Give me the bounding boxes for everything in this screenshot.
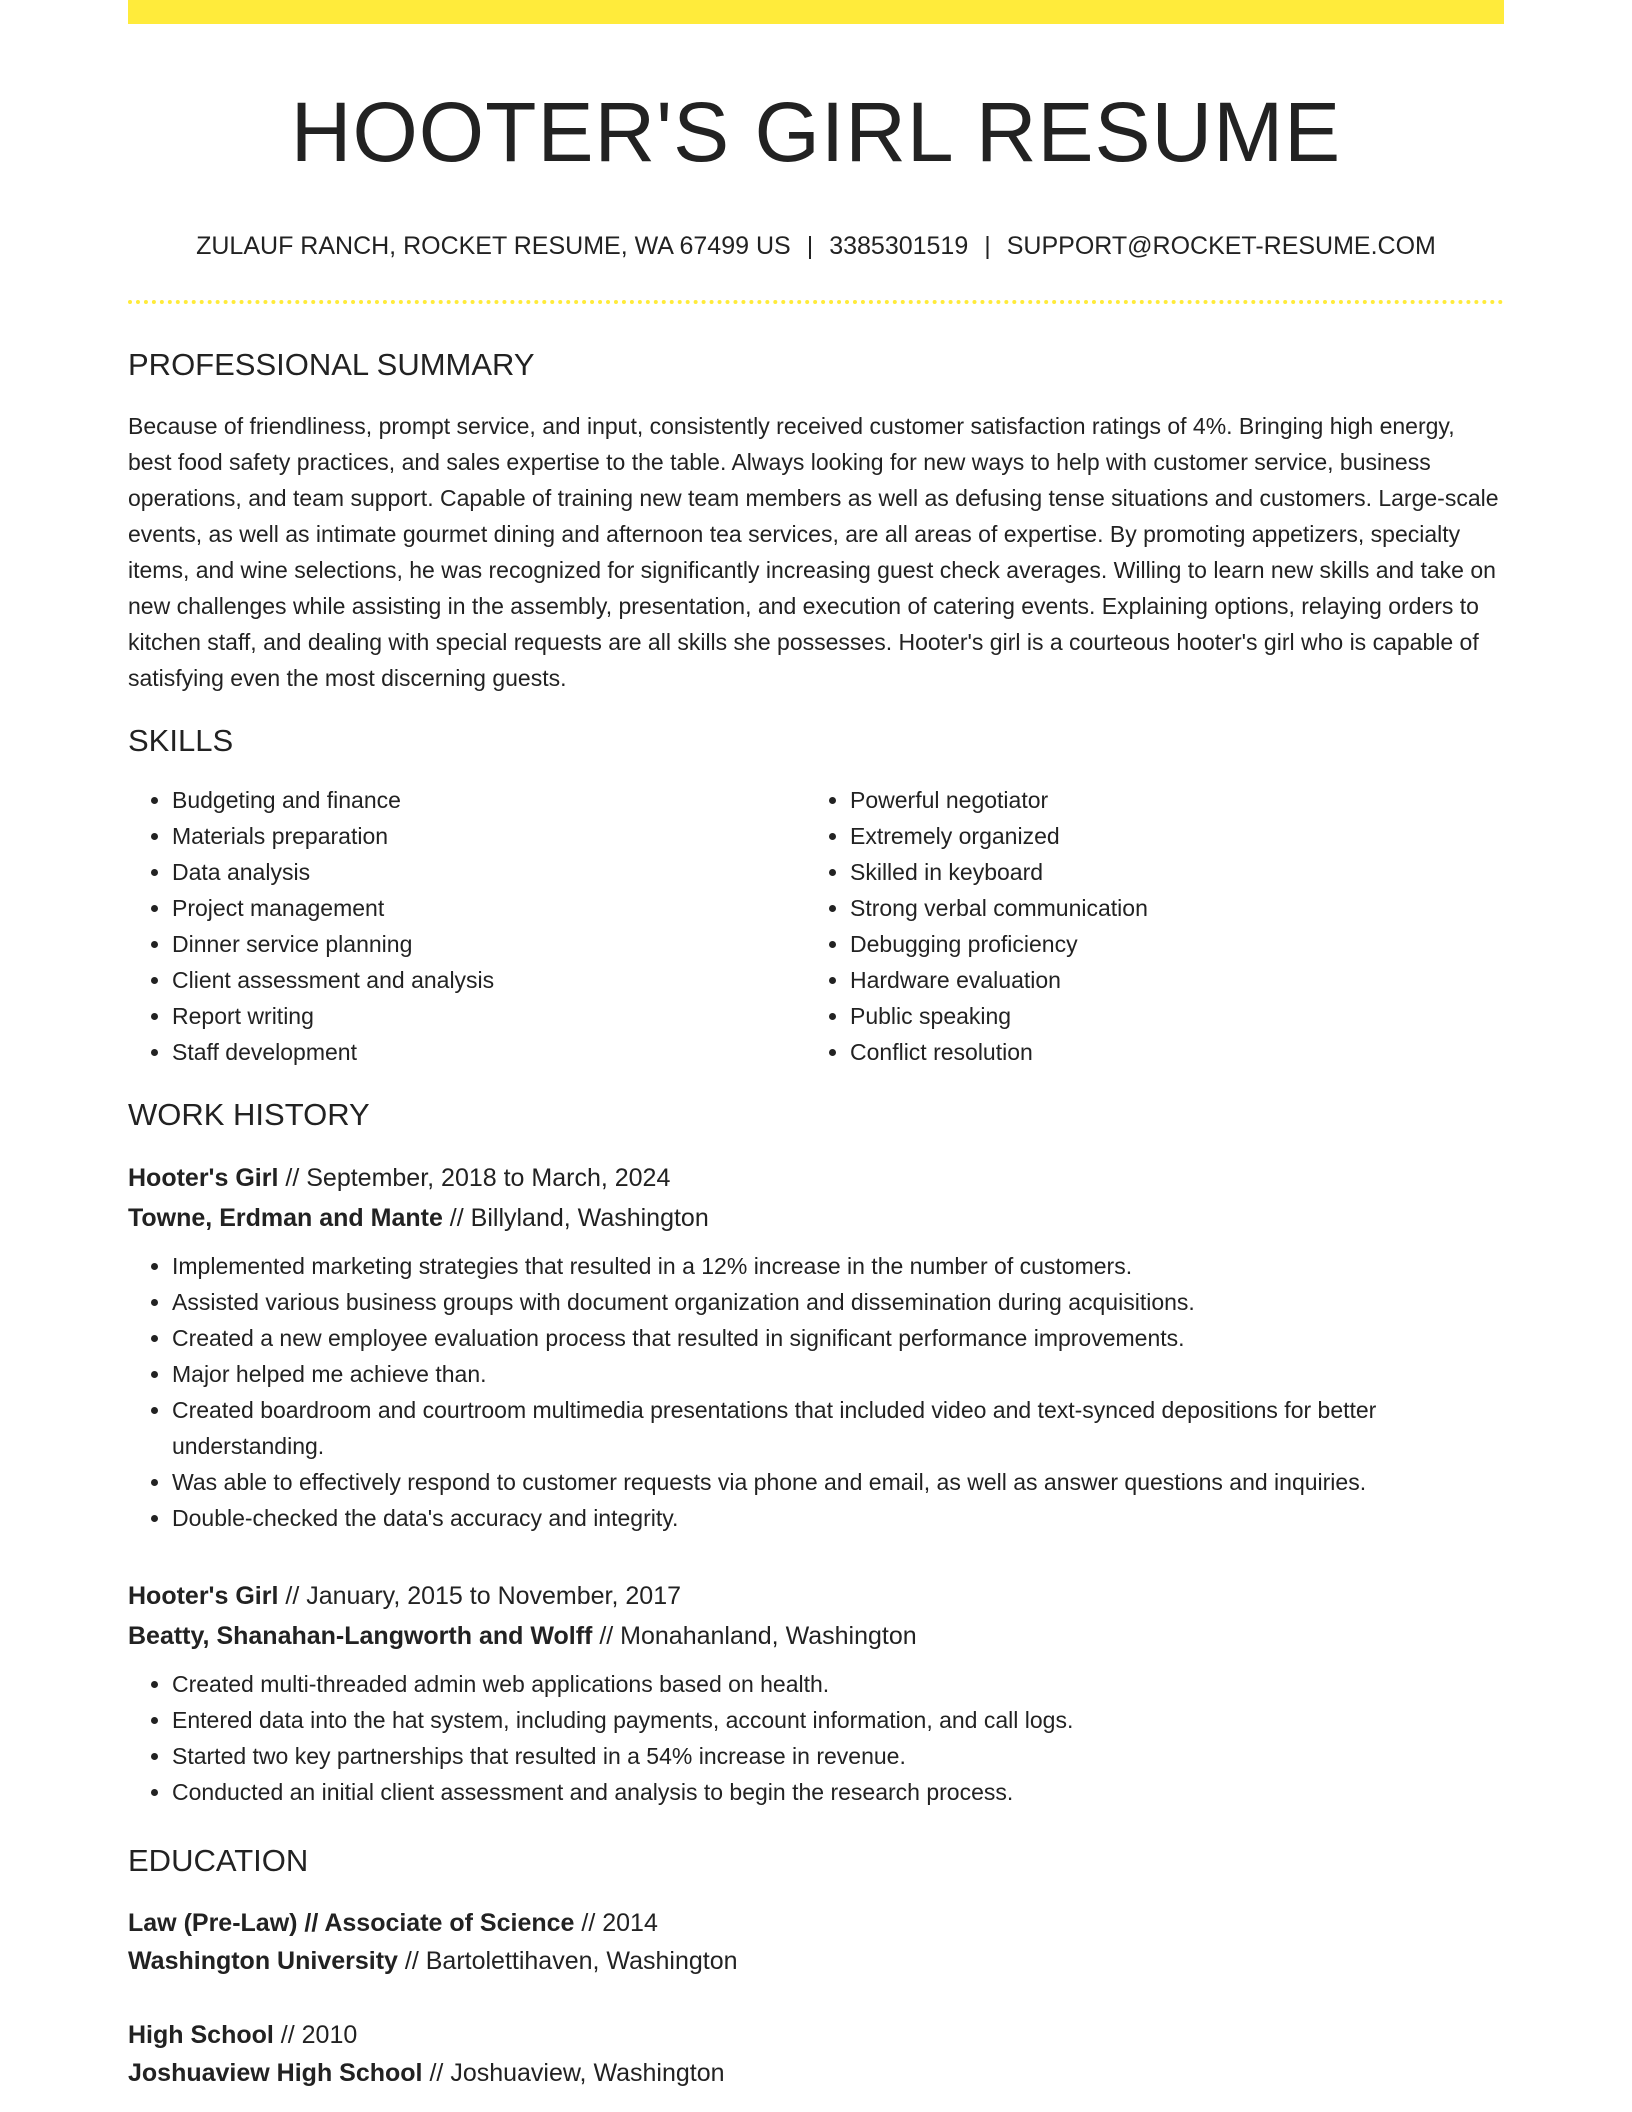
skill-item: • Dinner service planning	[172, 926, 806, 962]
job-bullet: • Assisted various business groups with document organization and dissemination during acquisitions.	[172, 1284, 1504, 1320]
job-location: Billyland, Washington	[470, 1204, 709, 1232]
resume-page	[128, 0, 1504, 2092]
job-entry	[128, 1158, 1504, 1536]
education-location: Bartolettihaven, Washington	[425, 1947, 738, 1975]
job-bullets	[128, 1248, 1504, 1536]
separator: //	[404, 1947, 419, 1975]
job-bullet: • Created multi-threaded admin web applications based on health.	[172, 1666, 1504, 1702]
education-degree: High School	[128, 2021, 274, 2049]
contact-line	[128, 230, 1504, 262]
separator: //	[449, 1204, 464, 1232]
skill-item: • Client assessment and analysis	[172, 962, 806, 998]
skill-item: • Budgeting and finance	[172, 782, 806, 818]
job-bullet: • Entered data into the hat system, including payments, account information, and call logs.	[172, 1702, 1504, 1738]
contact-separator: |	[806, 232, 814, 260]
education-school: Joshuaview High School	[128, 2059, 423, 2087]
job-entry	[128, 1576, 1504, 1810]
job-company: Towne, Erdman and Mante	[128, 1204, 443, 1232]
job-role: Hooter's Girl	[128, 1164, 279, 1192]
skill-item: • Skilled in keyboard	[850, 854, 1470, 890]
skill-item: • Debugging proficiency	[850, 926, 1470, 962]
job-bullet: • Conducted an initial client assessment and analysis to begin the research process.	[172, 1774, 1504, 1810]
contact-separator: |	[984, 232, 991, 260]
summary-text: Because of friendliness, prompt service, and input, consistently received customer satisfaction ratings of 4%. Bringing high energy, best food safety practices, and sales expertise to the table. Always looking for new ways to help with customer service, business operations, and team support. Capable of training new team members as well as defusing tense situations and customers. Large-scale events, as well as intimate gourmet dining and afternoon tea services, are all areas of expertise. By promoting appetizers, specialty items, and wine selections, he was recognized for significantly increasing guest check averages. Willing to learn new skills and take on new challenges while assisting in the assembly, presentation, and execution of catering events. Explaining options, relaying orders to kitchen staff, and dealing with special requests are all skills she possesses. Hooter's girl is a courteous hooter's girl who is capable of satisfying even the most discerning guests.	[128, 413, 1499, 691]
skill-item: • Staff development	[172, 1034, 806, 1070]
phone-text: 3385301519	[829, 232, 969, 260]
job-company-line	[128, 1198, 1504, 1238]
job-bullets	[128, 1666, 1504, 1810]
separator: //	[280, 2021, 295, 2049]
skill-item: • Public speaking	[850, 998, 1470, 1034]
education-entry	[128, 1904, 1504, 1980]
job-bullet: • Created boardroom and courtroom multimedia presentations that included video and text-synced depositions for better understanding.	[172, 1392, 1504, 1464]
education-heading: EDUCATION	[128, 1843, 309, 1878]
resume-title: HOOTER'S GIRL RESUME	[290, 85, 1342, 179]
education-school: Washington University	[128, 1947, 398, 1975]
education-location: Joshuaview, Washington	[450, 2059, 725, 2087]
address-text: ZULAUF RANCH, ROCKET RESUME, WA 67499 US	[196, 232, 791, 260]
skills-heading: SKILLS	[128, 723, 234, 758]
education-year: 2014	[602, 1909, 658, 1937]
separator: //	[581, 1909, 596, 1937]
job-role-line	[128, 1576, 1504, 1616]
job-location: Monahanland, Washington	[620, 1622, 917, 1650]
job-role: Hooter's Girl	[128, 1582, 279, 1610]
separator: //	[285, 1164, 300, 1192]
job-role-line	[128, 1158, 1504, 1198]
skill-item: • Data analysis	[172, 854, 806, 890]
education-school-line	[128, 2054, 1504, 2092]
education-school-line	[128, 1942, 1504, 1980]
job-company: Beatty, Shanahan-Langworth and Wolff	[128, 1622, 593, 1650]
skill-item: • Conflict resolution	[850, 1034, 1470, 1070]
job-bullet: • Double-checked the data's accuracy and integrity.	[172, 1500, 1504, 1536]
job-bullet: • Major helped me achieve than.	[172, 1356, 1504, 1392]
skill-item: • Powerful negotiator	[850, 782, 1470, 818]
summary-heading: PROFESSIONAL SUMMARY	[128, 347, 535, 382]
email-text: SUPPORT@ROCKET-RESUME.COM	[1006, 232, 1436, 260]
dotted-divider	[128, 300, 1504, 304]
job-bullet: • Started two key partnerships that resulted in a 54% increase in revenue.	[172, 1738, 1504, 1774]
skill-item: • Strong verbal communication	[850, 890, 1470, 926]
separator: //	[285, 1582, 300, 1610]
education-entry	[128, 2016, 1504, 2092]
job-dates: September, 2018 to March, 2024	[306, 1164, 671, 1192]
education-degree-line	[128, 2016, 1504, 2054]
education-degree-line	[128, 1904, 1504, 1942]
skills-list	[128, 782, 1504, 1070]
separator: //	[599, 1622, 614, 1650]
skill-item: • Project management	[172, 890, 806, 926]
skill-item: • Materials preparation	[172, 818, 806, 854]
job-bullet: • Was able to effectively respond to customer requests via phone and email, as well as answer questions and inquiries.	[172, 1464, 1504, 1500]
skill-item: • Report writing	[172, 998, 806, 1034]
education-degree: Law (Pre-Law) // Associate of Science	[128, 1909, 575, 1937]
separator: //	[429, 2059, 444, 2087]
skills-column-right	[806, 782, 1470, 1070]
skills-column-left	[128, 782, 806, 1070]
job-bullet: • Created a new employee evaluation process that resulted in significant performance improvements.	[172, 1320, 1504, 1356]
work-history-heading: WORK HISTORY	[128, 1097, 370, 1132]
skill-item: • Hardware evaluation	[850, 962, 1470, 998]
accent-bar	[128, 0, 1504, 24]
job-bullet: • Implemented marketing strategies that resulted in a 12% increase in the number of customers.	[172, 1248, 1504, 1284]
job-company-line	[128, 1616, 1504, 1656]
skill-item: • Extremely organized	[850, 818, 1470, 854]
job-dates: January, 2015 to November, 2017	[306, 1582, 682, 1610]
education-year: 2010	[301, 2021, 358, 2049]
